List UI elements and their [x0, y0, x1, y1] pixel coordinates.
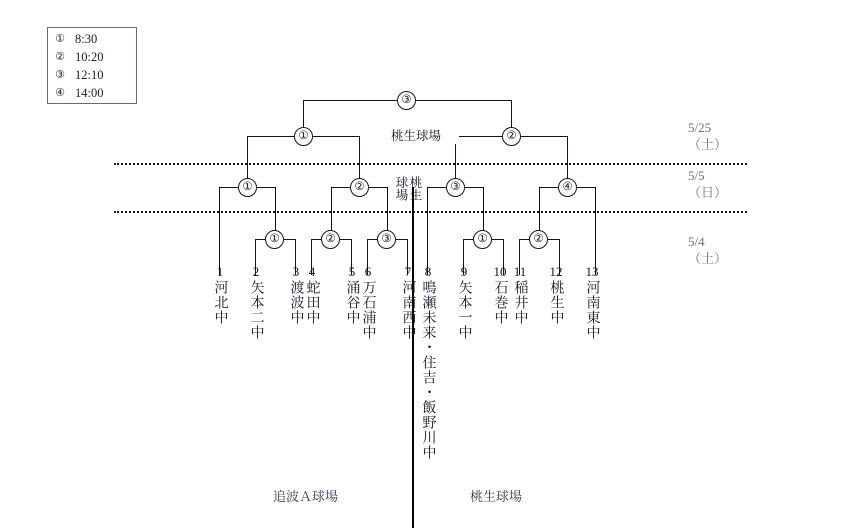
date-label-0504 — [688, 233, 727, 267]
team-name: 稲井中 — [512, 280, 528, 325]
team-seed-number: 13 — [585, 264, 599, 279]
venue-label-semi-line1: 桃生 — [408, 175, 422, 201]
team-entry — [301, 264, 323, 325]
legend-time-2: 10:20 — [75, 50, 104, 64]
team-seed-number: 2 — [252, 264, 260, 279]
legend-row — [48, 48, 136, 66]
match-circle-semi-right: ② — [502, 127, 521, 146]
date-label-0505-line2: （日） — [688, 185, 728, 200]
team-name: 矢本一中 — [456, 280, 472, 340]
team-name: 涌谷中 — [344, 280, 360, 325]
team-name: 渡波中 — [288, 280, 304, 325]
team-name: 矢本二中 — [248, 280, 264, 340]
match-circle-r1c: ③ — [377, 230, 396, 249]
qf4-leg-b — [595, 187, 596, 275]
legend-mark-3: ③ — [55, 69, 65, 81]
venue-label-final: 桃生球場 — [373, 129, 459, 144]
team-entry — [489, 264, 511, 325]
team-seed-number: 12 — [549, 264, 563, 279]
team-name: 河南西中 — [400, 280, 416, 340]
match-circle-r1d: ① — [473, 230, 492, 249]
team-name: 桃生中 — [548, 280, 564, 325]
date-label-0505-line1: 5/5 — [688, 168, 705, 183]
team-seed-number: 6 — [364, 264, 372, 279]
legend-row — [48, 84, 136, 102]
bottom-venue-left: 追波Ａ球場 — [273, 489, 339, 504]
team8-stem — [427, 187, 428, 275]
match-circle-r1b: ② — [321, 230, 340, 249]
legend-mark-1: ① — [55, 33, 65, 45]
match-circle-qf1: ① — [238, 178, 257, 197]
match-circle-qf3: ③ — [446, 178, 465, 197]
team-entry — [545, 264, 567, 325]
team-name: 河南東中 — [584, 280, 600, 340]
team-name: 鳴瀬未来・住吉・飯野川中 — [420, 280, 436, 460]
team-entry — [397, 264, 419, 340]
team-seed-number: 3 — [292, 264, 300, 279]
date-separator-top — [114, 163, 747, 165]
match-circle-r1a: ① — [265, 230, 284, 249]
time-legend — [47, 27, 137, 104]
date-label-0525-line1: 5/25 — [688, 120, 712, 135]
team-entry — [581, 264, 603, 340]
legend-time-3: 12:10 — [75, 68, 104, 82]
team-name: 河北中 — [212, 280, 228, 325]
legend-time-4: 14:00 — [75, 86, 104, 100]
venue-divider — [412, 187, 414, 528]
team-seed-number: 8 — [424, 264, 432, 279]
legend-mark-2: ② — [55, 51, 65, 63]
legend-mark-4: ④ — [55, 87, 65, 99]
team-entry — [509, 264, 531, 325]
legend-row — [48, 30, 136, 48]
bottom-venue-right: 桃生球場 — [470, 489, 523, 504]
legend-time-1: 8:30 — [75, 32, 98, 46]
team-seed-number: 7 — [404, 264, 412, 279]
date-label-0505 — [688, 167, 727, 201]
match-circle-qf4: ④ — [558, 178, 577, 197]
date-label-0504-line2: （土） — [688, 251, 728, 266]
date-label-0525-line2: （土） — [688, 137, 728, 152]
qf1-leg-a — [219, 187, 220, 275]
legend-row — [48, 66, 136, 84]
venue-label-semi-line2: 球場 — [394, 175, 408, 201]
team-entry — [453, 264, 475, 340]
team-entry — [245, 264, 267, 340]
team-entry — [357, 264, 379, 340]
date-label-0504-line1: 5/4 — [688, 234, 705, 249]
team-seed-number: 9 — [460, 264, 468, 279]
team-seed-number: 5 — [348, 264, 356, 279]
team-entry — [417, 264, 439, 460]
match-circle-qf2: ② — [350, 178, 369, 197]
venue-label-semi — [390, 170, 424, 206]
match-circle-final: ③ — [397, 91, 416, 110]
team-name: 石巻中 — [492, 280, 508, 325]
team-seed-number: 10 — [493, 264, 507, 279]
team-seed-number: 11 — [513, 264, 527, 279]
date-label-0525 — [688, 119, 727, 153]
team-entry — [209, 264, 231, 325]
team-seed-number: 4 — [308, 264, 316, 279]
match-circle-r1e: ② — [529, 230, 548, 249]
date-separator-bottom — [114, 211, 747, 213]
team-name: 蛇田中 — [304, 280, 320, 325]
team-name: 万石浦中 — [360, 280, 376, 340]
match-circle-semi-left: ① — [294, 127, 313, 146]
team-seed-number: 1 — [216, 264, 224, 279]
